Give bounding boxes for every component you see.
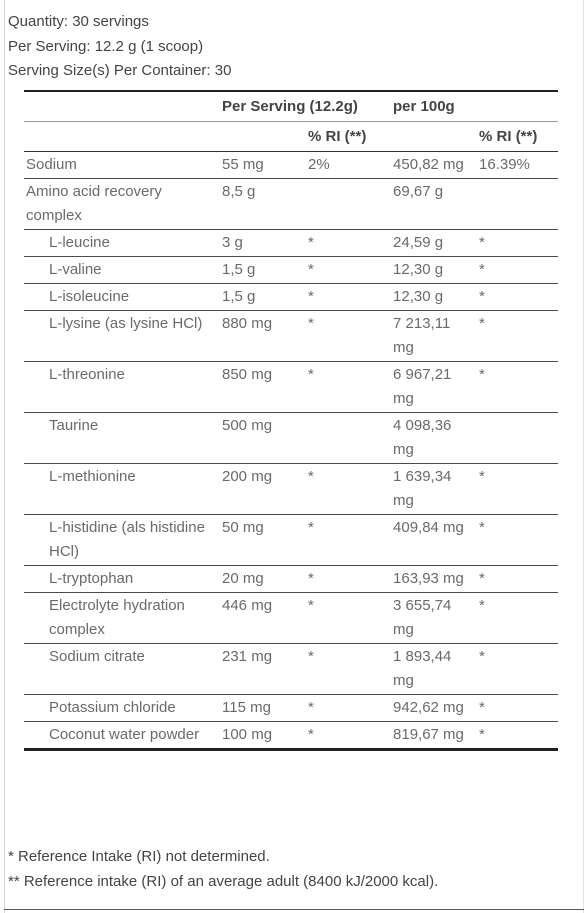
frame-right-border xyxy=(583,0,584,913)
footnote-ri-not-determined: * Reference Intake (RI) not determined. xyxy=(8,848,270,865)
table-row xyxy=(24,257,558,284)
ri-serving-value: * xyxy=(308,284,393,311)
per-serving-value: 1,5 g xyxy=(222,257,308,284)
table-row xyxy=(24,230,558,257)
table-row xyxy=(24,644,558,695)
per-serving-value: 231 mg xyxy=(222,644,308,695)
ri-serving-value: * xyxy=(308,644,393,695)
ri-serving-value: * xyxy=(308,726,314,743)
ri-100g-value: * xyxy=(479,230,558,257)
per-100g-value: 1 639,34 mg xyxy=(393,464,479,515)
ri-100g-value: * xyxy=(479,695,558,722)
ri-serving-value: * xyxy=(308,464,393,515)
product-intro xyxy=(8,10,231,84)
ri-serving-value xyxy=(308,413,393,464)
per-serving-value: 100 mg xyxy=(222,726,273,743)
ri-serving-value: * xyxy=(308,311,393,362)
per-100g-value: 942,62 mg xyxy=(393,695,479,722)
per-serving-value: 50 mg xyxy=(222,515,308,566)
header-cell xyxy=(393,122,479,152)
nutrient-name: Electrolyte hydration complex xyxy=(24,593,222,644)
nutrient-name: Potassium chloride xyxy=(24,695,222,722)
per-serving-text: Per Serving: 12.2 g (1 scoop) xyxy=(8,37,204,55)
table-row xyxy=(24,152,558,179)
nutrient-name: L-valine xyxy=(24,257,222,284)
table-row xyxy=(24,284,558,311)
ri-serving-value: * xyxy=(308,230,393,257)
ri-serving-value: 2% xyxy=(308,152,393,179)
ri-serving-value: * xyxy=(308,515,393,566)
per-100g-value: 12,30 g xyxy=(393,284,479,311)
per-serving-value: 200 mg xyxy=(222,464,308,515)
per-serving-value: 55 mg xyxy=(222,152,308,179)
per-100g-value: 409,84 mg xyxy=(393,515,479,566)
ri-100g-value: * xyxy=(479,515,558,566)
ri-100g-value: * xyxy=(479,257,558,284)
ri-100g-value xyxy=(479,179,558,230)
ri-100g-value: * xyxy=(479,566,558,593)
ri-100g-value: * xyxy=(479,593,558,644)
per-serving-value: 500 mg xyxy=(222,413,308,464)
ri-100g-value: * xyxy=(479,311,558,362)
per-serving-value: 115 mg xyxy=(222,695,308,722)
table-row xyxy=(24,695,558,722)
header-per-serving: Per Serving (12.2g) xyxy=(222,91,393,122)
per-100g-value: 1 893,44 mg xyxy=(393,644,479,695)
table-subheader-row xyxy=(24,122,558,152)
ri-serving-value: * xyxy=(308,695,393,722)
nutrient-name: Taurine xyxy=(24,413,222,464)
quantity-text: Quantity: 30 servings xyxy=(8,13,149,30)
nutrient-name: L-histidine (als histidine HCl) xyxy=(24,515,222,566)
nutrition-table-body xyxy=(24,152,558,750)
per-serving-value: 446 mg xyxy=(222,593,308,644)
table-row xyxy=(24,722,558,750)
nutrient-name: Amino acid recovery complex xyxy=(24,179,222,230)
nutrition-table xyxy=(24,90,558,751)
header-cell xyxy=(24,122,222,152)
table-row xyxy=(24,566,558,593)
per-serving-value: 8,5 g xyxy=(222,179,308,230)
nutrient-name: L-leucine xyxy=(24,230,222,257)
ri-100g-value: 16.39% xyxy=(479,152,558,179)
footnotes xyxy=(8,845,438,894)
ri-serving-value: * xyxy=(308,362,393,413)
footnote-ri-average-adult: ** Reference intake (RI) of an average adult (8400 kJ/2000 kcal). xyxy=(8,872,439,890)
ri-100g-value: * xyxy=(479,284,558,311)
ri-100g-value: * xyxy=(479,362,558,413)
header-cell xyxy=(24,91,222,122)
per-100g-value: 7 213,11 mg xyxy=(393,311,479,362)
per-serving-value: 880 mg xyxy=(222,311,308,362)
frame-left-border xyxy=(4,0,5,913)
per-serving-value: 20 mg xyxy=(222,566,308,593)
ri-100g-value: * xyxy=(479,644,558,695)
nutrient-name: L-tryptophan xyxy=(24,566,222,593)
ri-serving-value: * xyxy=(308,593,393,644)
per-100g-value: 69,67 g xyxy=(393,179,479,230)
ri-100g-value xyxy=(479,413,558,464)
nutrient-name: Sodium xyxy=(24,152,222,179)
servings-per-container-text: Serving Size(s) Per Container: 30 xyxy=(8,62,232,79)
frame-bottom-border xyxy=(4,909,584,910)
table-header-row xyxy=(24,91,558,122)
nutrient-name: L-methionine xyxy=(24,464,222,515)
nutrient-name: Coconut water powder xyxy=(49,726,200,743)
ri-100g-value: * xyxy=(479,464,558,515)
nutrient-name: L-isoleucine xyxy=(24,284,222,311)
nutrient-name: Sodium citrate xyxy=(24,644,222,695)
table-row xyxy=(24,179,558,230)
per-serving-value: 1,5 g xyxy=(222,284,308,311)
per-serving-value: 850 mg xyxy=(222,362,308,413)
ri-serving-value xyxy=(308,179,393,230)
per-100g-value: 3 655,74 mg xyxy=(393,593,479,644)
header-ri-serving: % RI (**) xyxy=(308,122,393,152)
ri-100g-value: * xyxy=(479,726,485,743)
ri-serving-value: * xyxy=(308,566,393,593)
per-serving-value: 3 g xyxy=(222,230,308,257)
table-row xyxy=(24,593,558,644)
table-row xyxy=(24,413,558,464)
per-100g-value: 163,93 mg xyxy=(393,566,479,593)
per-100g-value: 450,82 mg xyxy=(393,152,479,179)
table-row xyxy=(24,515,558,566)
per-100g-value: 24,59 g xyxy=(393,230,479,257)
nutrient-name: L-threonine xyxy=(24,362,222,413)
table-row xyxy=(24,464,558,515)
header-cell xyxy=(222,122,308,152)
per-100g-value: 4 098,36 mg xyxy=(393,413,479,464)
header-per-100g: per 100g xyxy=(393,91,558,122)
table-row xyxy=(24,362,558,413)
nutrient-name: L-lysine (as lysine HCl) xyxy=(24,311,222,362)
table-row xyxy=(24,311,558,362)
ri-serving-value: * xyxy=(308,257,393,284)
per-100g-value: 819,67 mg xyxy=(393,726,464,743)
header-ri-100g: % RI (**) xyxy=(479,122,558,152)
per-100g-value: 6 967,21 mg xyxy=(393,362,479,413)
per-100g-value: 12,30 g xyxy=(393,257,479,284)
